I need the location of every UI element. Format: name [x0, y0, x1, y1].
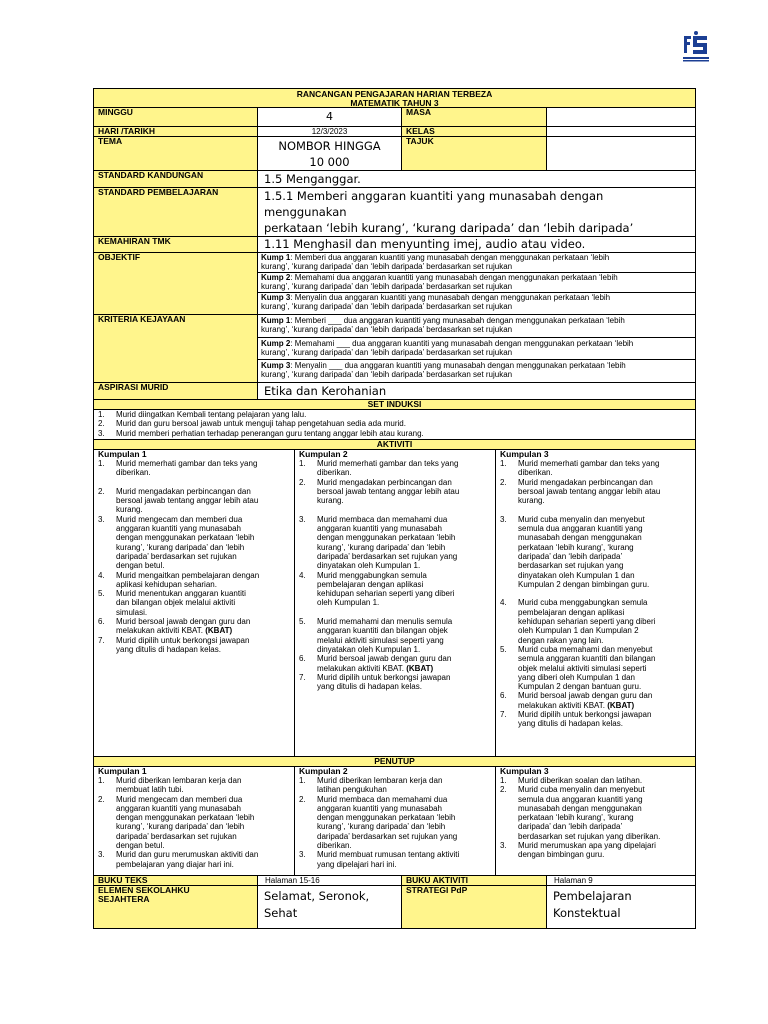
tajuk-value [546, 137, 695, 170]
list-item: 7. Murid dipilih untuk berkongsi jawapan yang ditulis di hadapan kelas. [500, 710, 652, 729]
list-item: 3. Murid dan guru merumuskan aktiviti dan pembelajaran yang diajar hari ini. [98, 850, 259, 869]
kriteria-item: Kump 2: Memahami ___ dua anggaran kuantiti yang munasabah dengan menggunakan perkataan ‘lebih kurang’, ‘kurang daripada’ dan ‘lebih daripada’ berdasarkan set rujukan [258, 338, 695, 360]
list-item: 2. Murid dan guru bersoal jawab untuk menguji tahap pengetahuan sedia ada murid. [98, 419, 406, 429]
masa-value [546, 108, 695, 126]
list-item: 2. Murid mengadakan perbincangan dan bersoal jawab tentang anggar lebih atau kurang. [500, 477, 661, 506]
buku-teks-label: BUKU TEKS [94, 876, 257, 885]
list-item: 1. Murid memerhati gambar dan teks yang diberikan. [98, 459, 258, 478]
kelas-value [546, 127, 695, 136]
objektif-item: Kump 3: Menyalin dua anggaran kuantiti yang munasabah dengan menggunakan perkataan ‘lebih kurang’, ‘kurang daripada’ dan ‘lebih daripada’ berdasarkan set rujukan [261, 293, 611, 312]
list-item: 3. Murid membaca dan memahami dua anggaran kuantiti yang munasabah dengan menggunakan perkataan ‘lebih kurang’, ‘kurang daripada’ dan ‘lebih daripada’ berdasarkan set rujukan yang dinyatakan oleh Kumpulan 1. [299, 514, 458, 571]
buku-aktiviti-label: BUKU AKTIVITI [401, 876, 546, 885]
objektif-item: Kump 2: Memahami dua anggaran kuantiti yang munasabah dengan menggunakan perkataan ‘lebih kurang’, ‘kurang daripada’ dan ‘lebih daripada’ berdasarkan set rujukan [258, 273, 695, 293]
list-item: 5. Murid menentukan anggaran kuantiti dan bilangan objek melalui aktiviti simulasi. [98, 589, 246, 617]
sp-value: 1.5.1 Memberi anggaran kuantiti yang munasabah dengan menggunakan perkataan ‘lebih kurang’, ‘kurang daripada’ dan ‘lebih daripada’ [257, 188, 695, 236]
minggu-label: MINGGU [94, 108, 257, 126]
list-item: 2. Murid cuba menyalin dan menyebut semula dua anggaran kuantiti yang munasabah dengan menggunakan perkataan ‘lebih kurang’, ‘kurang daripada’ dan ‘lebih daripada’ berdasarkan set rujukan yang diberikan. [500, 785, 661, 841]
objektif-label: OBJEKTIF [94, 253, 257, 314]
set-induksi-section [94, 410, 695, 440]
tmk-row [94, 237, 695, 253]
list-item: 3. Murid mengecam dan memberi dua anggaran kuantiti yang munasabah dengan menggunakan perkataan ‘lebih kurang’, ‘kurang daripada’ dan ‘lebih daripada’ berdasarkan set rujukan dengan betul. [98, 514, 255, 571]
kriteria-row [94, 315, 695, 383]
sk-label: STANDARD KANDUNGAN [94, 171, 257, 187]
list-item: 1. Murid diberikan lembaran kerja dan membuat latih tubi. [98, 776, 242, 795]
objektif-row [94, 253, 695, 315]
list-item: 1. Murid memerhati gambar dan teks yang diberikan. [500, 459, 660, 478]
list-item: 2. Murid mengecam dan memberi dua anggaran kuantiti yang munasabah dengan menggunakan perkataan ‘lebih kurang’, ‘kurang daripada’ dan ‘lebih daripada’ berdasarkan set rujukan dengan betul. [98, 794, 255, 851]
penutup-kumpulan-1: Kumpulan 1 1. Murid diberikan lembaran kerja dan membuat latih tubi. 2. Murid mengecam dan memberi dua anggaran kuantiti yang munasabah dengan menggunakan perkataan ‘lebih kurang’, ‘kurang daripada’ dan ‘lebih daripada’ berdasarkan set rujukan dengan betul. 3. Murid dan guru merumuskan aktiviti dan pembelajaran yang diajar hari ini. [94, 767, 294, 875]
set-induksi-heading: SET INDUKSI [94, 400, 695, 410]
buku-aktiviti-value: Halaman 9 [546, 876, 695, 885]
tmk-label: KEMAHIRAN TMK [94, 237, 257, 252]
penutup-kumpulan-2: Kumpulan 2 1. Murid diberikan lembaran kerja dan latihan pengukuhan 2. Murid membaca dan memahami dua anggaran kuantiti yang munasabah dengan menggunakan perkataan ‘lebih kurang’, ‘kurang daripada’ dan ‘lebih daripada’ berdasarkan set rujukan yang diberikan. 3. Murid membuat rumusan tentang aktiviti yang dipelajari hari ini. [294, 767, 495, 875]
aktiviti-section [94, 450, 695, 757]
set-induksi-list [94, 410, 695, 438]
kelas-label: KELAS [401, 127, 546, 136]
penutup-heading: PENUTUP [94, 757, 695, 767]
list-item: 3. Murid membuat rumusan tentang aktiviti yang dipelajari hari ini. [299, 850, 460, 869]
list-item: 2. Murid mengadakan perbincangan dan bersoal jawab tentang anggar lebih atau kurang. [299, 477, 460, 506]
hari-label: HARI /TARIKH [94, 127, 257, 136]
list-item: 3. Murid cuba menyalin dan menyebut semula dua anggaran kuantiti yang munasabah dengan menggunakan perkataan ‘lebih kurang’, ‘kurang daripada’ dan ‘lebih daripada’ berdasarkan set rujukan yang dinyatakan oleh Kumpulan 1 dan Kumpulan 2 dengan bimbingan guru. [500, 514, 650, 589]
list-item: 6. Murid bersoal jawab dengan guru dan melakukan aktiviti KBAT. (KBAT) [299, 654, 452, 673]
strategi-value: Pembelajaran Konstektual [546, 886, 695, 928]
minggu-row [94, 108, 695, 127]
list-item: 3. Murid memberi perhatian terhadap penerangan guru tentang anggar lebih atau kurang. [98, 428, 424, 438]
aktiviti-kumpulan-2: Kumpulan 2 1. Murid memerhati gambar dan teks yang diberikan. 2. Murid mengadakan perbincangan dan bersoal jawab tentang anggar lebih atau kurang. 3. Murid membaca dan memahami dua anggaran kuantiti yang munasabah dengan menggunakan perkataan ‘lebih kurang’, ‘kurang daripada’ dan ‘lebih daripada’ berdasarkan set rujukan yang dinyatakan oleh Kumpulan 1. 4. Murid menggabungkan semula pembelajaran dengan aplikasi kehidupan seharian seperti yang diberi oleh Kumpulan 1. 5. Murid memahami dan menulis semula anggaran kuantiti dan bilangan objek melalui aktiviti simulasi seperti yang dinyatakan oleh Kumpulan 1. 6. Murid bersoal jawab dengan guru dan melakukan aktiviti KBAT. (KBAT) 7. Murid dipilih untuk berkongsi jawapan yang ditulis di hadapan kelas. [294, 450, 495, 756]
list-item: 4. Murid menggabungkan semula pembelajaran dengan aplikasi kehidupan seharian seperti yang diberi oleh Kumpulan 1. [299, 570, 455, 608]
sk-row [94, 171, 695, 188]
list-item: 2. Murid membaca dan memahami dua anggaran kuantiti yang munasabah dengan menggunakan perkataan ‘lebih kurang’, ‘kurang daripada’ dan ‘lebih daripada’ berdasarkan set rujukan yang diberikan. [299, 794, 458, 851]
elemen-label: ELEMEN SEKOLAHKU SEJAHTERA [94, 886, 257, 928]
list-item: 3. Murid merumuskan apa yang dipelajari dengan bimbingan guru. [500, 841, 656, 860]
aspirasi-value: Etika dan Kerohanian [257, 383, 695, 399]
list-item: 5. Murid cuba memahami dan menyebut semula anggaran kuantiti dan bilangan objek melalui aktiviti simulasi seperti yang diberi oleh Kumpulan 1 dan Kumpulan 2 dengan bantuan guru. [500, 644, 656, 692]
elemen-value: Selamat, Seronok, Sehat [257, 886, 401, 928]
minggu-value: 4 [257, 108, 401, 126]
list-item: 6. Murid bersoal jawab dengan guru dan melakukan aktiviti KBAT. (KBAT) [98, 617, 251, 636]
buku-row [94, 876, 695, 886]
list-item: 1. Murid diingatkan Kembali tentang pelajaran yang lalu. [98, 410, 307, 419]
aspirasi-label: ASPIRASI MURID [94, 383, 257, 399]
tmk-value: 1.11 Menghasil dan menyunting imej, audio atau video. [257, 237, 695, 252]
list-item: 1. Murid diberikan lembaran kerja dan latihan pengukuhan [299, 776, 443, 795]
kriteria-item: Kump 3: Menyalin ___ dua anggaran kuantiti yang munasabah dengan menggunakan perkataan ‘lebih kurang’, ‘kurang daripada’ dan ‘lebih daripada’ berdasarkan set rujukan [261, 361, 626, 380]
plan-subtitle: MATEMATIK TAHUN 3 [350, 98, 439, 108]
sp-label: STANDARD PEMBELAJARAN [94, 188, 257, 236]
title-row [94, 89, 695, 108]
tema-label: TEMA [94, 137, 257, 170]
kriteria-item: Kump 1: Memberi ___ dua anggaran kuantiti yang munasabah dengan menggunakan perkataan ‘lebih kurang’, ‘kurang daripada’ dan ‘lebih daripada’ berdasarkan set rujukan [258, 315, 695, 338]
list-item: 2. Murid mengadakan perbincangan dan bersoal jawab tentang anggar lebih atau kurang. [98, 486, 259, 515]
sk-value: 1.5 Menganggar. [257, 171, 695, 187]
list-item: 1. Murid memerhati gambar dan teks yang diberikan. [299, 459, 459, 478]
list-item: 6. Murid bersoal jawab dengan guru dan melakukan aktiviti KBAT. (KBAT) [500, 691, 653, 710]
strategi-label: STRATEGI PdP [401, 886, 546, 928]
sp-row [94, 188, 695, 237]
school-logo-icon [680, 30, 712, 64]
masa-label: MASA [401, 108, 546, 126]
hari-value: 12/3/2023 [257, 127, 401, 136]
tema-row [94, 137, 695, 171]
penutup-kumpulan-3: Kumpulan 3 1. Murid diberikan soalan dan latihan. 2. Murid cuba menyalin dan menyebut semula dua anggaran kuantiti yang munasabah dengan menggunakan perkataan ‘lebih kurang’, ‘kurang daripada’ dan ‘lebih daripada’ berdasarkan set rujukan yang diberikan. 3. Murid merumuskan apa yang dipelajari dengan bimbingan guru. [495, 767, 695, 875]
list-item: 7. Murid dipilih untuk berkongsi jawapan yang ditulis di hadapan kelas. [98, 635, 250, 654]
aktiviti-heading: AKTIVITI [94, 440, 695, 450]
list-item: 1. Murid diberikan soalan dan latihan. [500, 776, 643, 785]
list-item: 5. Murid memahami dan menulis semula anggaran kuantiti dan bilangan objek melalui aktiviti simulasi seperti yang dinyatakan oleh Kumpulan 1. [299, 617, 453, 654]
aktiviti-kumpulan-1: Kumpulan 1 1. Murid memerhati gambar dan teks yang diberikan. 2. Murid mengadakan perbincangan dan bersoal jawab tentang anggar lebih atau kurang. 3. Murid mengecam dan memberi dua anggaran kuantiti yang munasabah dengan menggunakan perkataan ‘lebih kurang’, ‘kurang daripada’ dan ‘lebih daripada’ berdasarkan set rujukan dengan betul. 4. Murid mengaitkan pembelajaran dengan aplikasi kehidupan seharian. 5. Murid menentukan anggaran kuantiti dan bilangan objek melalui aktiviti simulasi. 6. Murid bersoal jawab dengan guru dan melakukan aktiviti KBAT. (KBAT) 7. Murid dipilih untuk berkongsi jawapan yang ditulis di hadapan kelas. [94, 450, 294, 756]
aspirasi-row [94, 383, 695, 400]
elemen-row [94, 886, 695, 928]
tajuk-label: TAJUK [401, 137, 546, 170]
buku-teks-value: Halaman 15-16 [257, 876, 401, 885]
lesson-plan-table [93, 88, 696, 929]
plan-title: RANCANGAN PENGAJARAN HARIAN TERBEZA [296, 89, 493, 99]
kriteria-list [257, 315, 695, 382]
objektif-list [257, 253, 695, 314]
kriteria-label: KRITERIA KEJAYAAN [94, 315, 257, 382]
aktiviti-kumpulan-3: Kumpulan 3 1. Murid memerhati gambar dan teks yang diberikan. 2. Murid mengadakan perbincangan dan bersoal jawab tentang anggar lebih atau kurang. 3. Murid cuba menyalin dan menyebut semula dua anggaran kuantiti yang munasabah dengan menggunakan perkataan ‘lebih kurang’, ‘kurang daripada’ dan ‘lebih daripada’ berdasarkan set rujukan yang dinyatakan oleh Kumpulan 1 dan Kumpulan 2 dengan bimbingan guru. 4. Murid cuba menggabungkan semula pembelajaran dengan aplikasi kehidupan seharian seperti yang diberi oleh Kumpulan 1 dan Kumpulan 2 dengan rakan yang lain. 5. Murid cuba memahami dan menyebut semula anggaran kuantiti dan bilangan objek melalui aktiviti simulasi seperti yang diberi oleh Kumpulan 1 dan Kumpulan 2 dengan bantuan guru. 6. Murid bersoal jawab dengan guru dan melakukan aktiviti KBAT. (KBAT) 7. Murid dipilih untuk berkongsi jawapan yang ditulis di hadapan kelas. [495, 450, 695, 756]
hari-row [94, 127, 695, 137]
list-item: 7. Murid dipilih untuk berkongsi jawapan yang ditulis di hadapan kelas. [299, 672, 451, 692]
penutup-section [94, 767, 695, 876]
objektif-item: Kump 1: Memberi dua anggaran kuantiti yang munasabah dengan menggunakan perkataan ‘lebih kurang’, ‘kurang daripada’ dan ‘lebih daripada’ berdasarkan set rujukan [258, 253, 695, 273]
tema-value: NOMBOR HINGGA 10 000 [257, 137, 401, 170]
list-item: 4. Murid cuba menggabungkan semula pembelajaran dengan aplikasi kehidupan seharian seperti yang diberi oleh Kumpulan 1 dan Kumpulan 2 dengan rakan yang lain. [500, 598, 656, 645]
list-item: 4. Murid mengaitkan pembelajaran dengan aplikasi kehidupan seharian. [98, 570, 260, 589]
